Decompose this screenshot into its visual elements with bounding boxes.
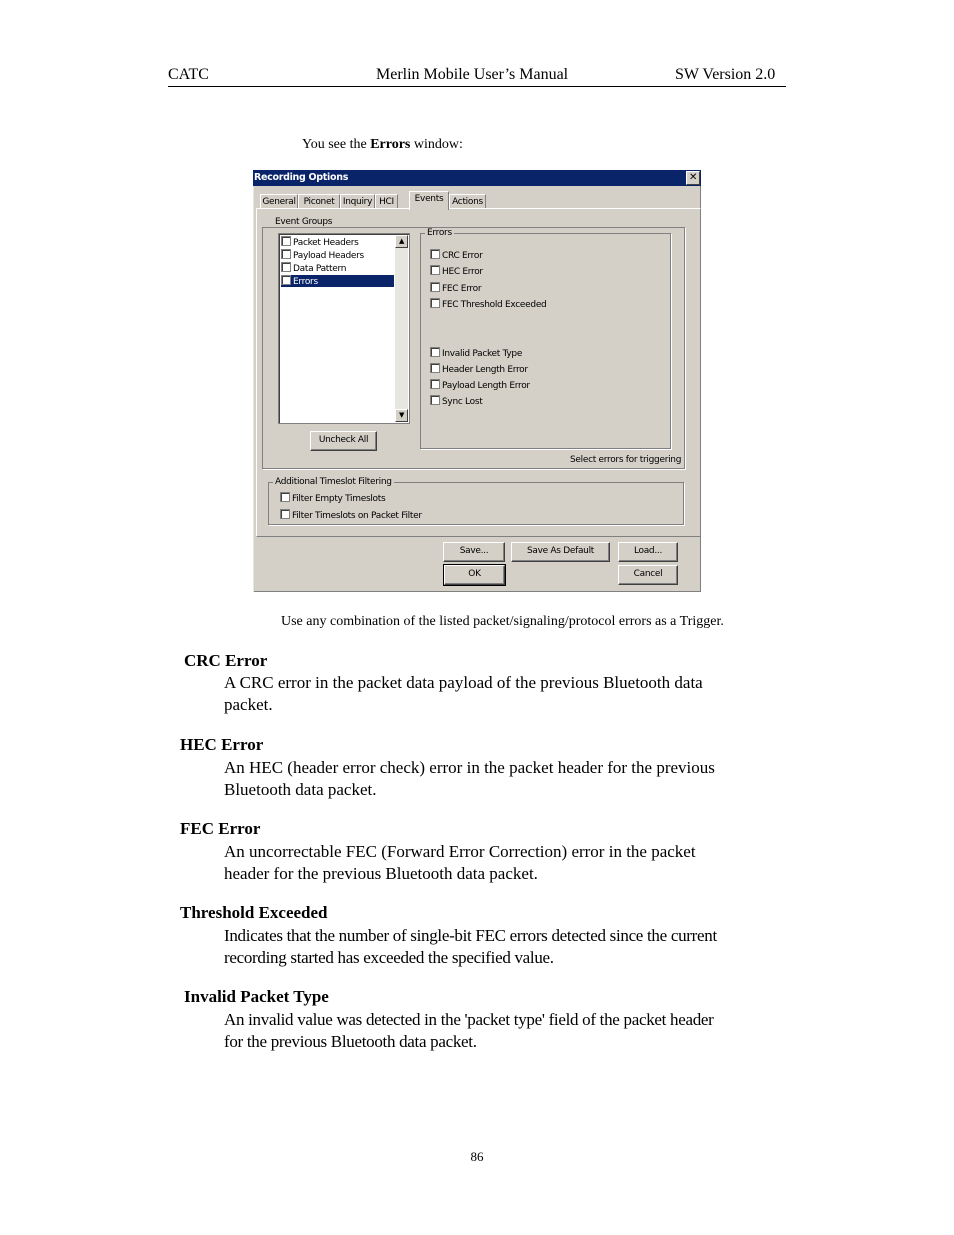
crc-error-checkbox[interactable] [430, 249, 482, 261]
checkbox-label: Filter Empty Timeslots [292, 494, 386, 504]
checkbox-label: FEC Error [442, 284, 482, 294]
term-fec-error: FEC Error [180, 819, 261, 838]
checkbox-label: Invalid Packet Type [442, 349, 523, 359]
checkbox-icon[interactable] [280, 492, 290, 502]
checkbox-icon[interactable] [281, 236, 291, 246]
figure-caption: Use any combination of the listed packet/signaling/protocol errors as a Trigger. [281, 614, 724, 629]
desc-line: An invalid value was detected in the 'packet type' field of the packet header [224, 1010, 714, 1029]
checkbox-icon[interactable] [430, 395, 440, 405]
list-scrollbar[interactable] [395, 235, 408, 422]
tab-events[interactable]: Events [409, 191, 449, 210]
close-icon[interactable]: ✕ [686, 171, 700, 185]
header-center: Merlin Mobile User’s Manual [376, 66, 569, 83]
desc-line: Indicates that the number of single-bit FEC errors detected since the current [224, 926, 717, 945]
intro-bold: Errors [370, 137, 411, 152]
checkbox-label: Header Length Error [442, 365, 528, 375]
desc-line: packet. [224, 695, 273, 714]
checkbox-label: FEC Threshold Exceeded [442, 300, 547, 310]
errors-hint: Select errors for triggering [570, 455, 682, 465]
desc-line: for the previous Bluetooth data packet. [224, 1032, 477, 1051]
checkbox-icon[interactable] [430, 363, 440, 373]
list-item-selected[interactable] [281, 275, 394, 287]
intro-suffix: window: [410, 137, 463, 152]
checkbox-label: Payload Length Error [442, 381, 530, 391]
desc-line: Bluetooth data packet. [224, 780, 377, 799]
list-item[interactable] [281, 249, 394, 261]
term-threshold-exceeded: Threshold Exceeded [180, 903, 328, 922]
intro-text [302, 137, 463, 153]
desc-threshold-exceeded [224, 925, 789, 969]
tab-general[interactable]: General [260, 194, 298, 209]
checkbox-icon[interactable] [430, 347, 440, 357]
checkbox-icon[interactable] [281, 275, 291, 285]
desc-line: header for the previous Bluetooth data packet. [224, 864, 538, 883]
fec-error-checkbox[interactable] [430, 282, 481, 294]
list-item-label: Packet Headers [293, 238, 359, 248]
checkbox-icon[interactable] [430, 249, 440, 259]
desc-crc-error [224, 672, 789, 716]
intro-prefix: You see the [302, 137, 371, 152]
checkbox-label: Filter Timeslots on Packet Filter [292, 511, 422, 521]
desc-line: A CRC error in the packet data payload of the previous Bluetooth data [224, 673, 703, 692]
desc-line: An uncorrectable FEC (Forward Error Correction) error in the packet [224, 842, 696, 861]
header-left: CATC [168, 66, 209, 83]
list-item-label: Data Pattern [293, 264, 347, 274]
desc-line: recording started has exceeded the specified value. [224, 948, 554, 967]
list-item[interactable] [281, 262, 394, 274]
term-hec-error: HEC Error [180, 735, 264, 754]
term-crc-error: CRC Error [184, 651, 268, 670]
fec-threshold-checkbox[interactable] [430, 298, 546, 310]
checkbox-icon[interactable] [430, 379, 440, 389]
checkbox-label: Sync Lost [442, 397, 483, 407]
list-item-label: Errors [293, 277, 318, 287]
desc-invalid-packet-type [224, 1009, 789, 1053]
filter-empty-timeslots-checkbox[interactable] [280, 492, 385, 504]
recording-options-dialog [253, 170, 701, 592]
checkbox-label: CRC Error [442, 251, 483, 261]
timeslot-label: Additional Timeslot Filtering [275, 477, 392, 487]
load-button[interactable]: Load... [618, 542, 678, 562]
filter-timeslots-packet-filter-checkbox[interactable] [280, 509, 422, 521]
cancel-button[interactable]: Cancel [618, 565, 678, 585]
desc-fec-error [224, 841, 789, 885]
page-number: 86 [470, 1149, 484, 1164]
checkbox-icon[interactable] [281, 249, 291, 259]
header-rule [168, 86, 786, 87]
tab-hci[interactable]: HCI [375, 194, 398, 209]
tab-inquiry[interactable]: Inquiry [340, 194, 375, 209]
list-item[interactable] [281, 236, 394, 248]
desc-line: An HEC (header error check) error in the packet header for the previous [224, 758, 715, 777]
hec-error-checkbox[interactable] [430, 265, 483, 277]
checkbox-icon[interactable] [280, 509, 290, 519]
term-invalid-packet-type: Invalid Packet Type [184, 987, 329, 1006]
save-button[interactable]: Save... [443, 542, 505, 562]
save-as-default-button[interactable]: Save As Default [511, 542, 610, 562]
checkbox-label: HEC Error [442, 267, 483, 277]
invalid-packet-type-checkbox[interactable] [430, 347, 522, 359]
tab-piconet[interactable]: Piconet [298, 194, 340, 209]
header-length-error-checkbox[interactable] [430, 363, 528, 375]
desc-hec-error [224, 757, 789, 801]
event-groups-label: Event Groups [275, 217, 333, 227]
ok-button[interactable]: OK [444, 565, 505, 585]
sync-lost-checkbox[interactable] [430, 395, 482, 407]
payload-length-error-checkbox[interactable] [430, 379, 530, 391]
dialog-title: Recording Options [254, 172, 349, 183]
uncheck-all-button[interactable]: Uncheck All [310, 431, 377, 451]
checkbox-icon[interactable] [430, 265, 440, 275]
tab-actions[interactable]: Actions [449, 194, 486, 209]
checkbox-icon[interactable] [430, 282, 440, 292]
header-right: SW Version 2.0 [675, 66, 776, 83]
list-item-label: Payload Headers [293, 251, 364, 261]
scroll-up-icon[interactable]: ▲ [395, 235, 408, 248]
scroll-down-icon[interactable]: ▼ [395, 409, 408, 422]
checkbox-icon[interactable] [430, 298, 440, 308]
errors-label: Errors [427, 228, 452, 238]
dialog-titlebar [253, 170, 701, 186]
event-groups-list[interactable] [278, 233, 410, 424]
checkbox-icon[interactable] [281, 262, 291, 272]
